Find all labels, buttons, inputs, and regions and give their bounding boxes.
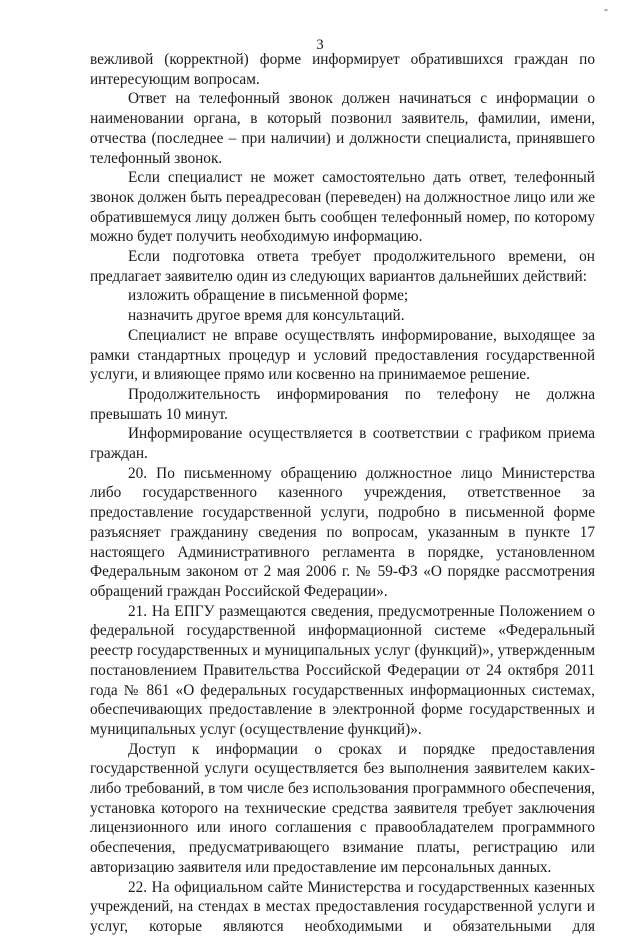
page-number: 3 xyxy=(316,37,324,53)
paragraph-item-20: 20. По письменному обращению должностное лицо Министерства либо государственного казенного учреждения, ответственное за предоставление государственной услуги, подробно в письменной форме разъясняет гражданину сведения по вопросам, указанным в пункте 17 настоящего Административного регламента в порядке, установленном Федеральным законом от 2 мая 2006 г. № 59-ФЗ «О порядке рассмотрения обращений граждан Российской Федерации». xyxy=(90,464,595,600)
paragraph-redirect-call: Если специалист не может самостоятельно дать ответ, телефонный звонок должен быть переадресован (переведен) на должностное лицо или же обратившемуся лицу должен быть сообщен телефонный номер, по которому можно будет получить необходимую информацию. xyxy=(90,169,595,246)
paragraph-schedule: Информирование осуществляется в соответствии с графиком приема граждан. xyxy=(90,425,595,463)
paragraph-continuation: вежливой (корректной) форме информирует обратившихся граждан по интересующим вопросам. xyxy=(90,51,595,88)
paragraph-access-info: Доступ к информации о сроках и порядке предоставления государственной услуги осуществляется без выполнения заявителем каких-либо требований, в том числе без использования программного обеспечения, установка которого на технические средства заявителя требует заключения лицензионного или иного соглашения с правообладателем программного обеспечения, предусматривающего взимание платы, регистрацию или авторизацию заявителя или предоставление им персональных данных. xyxy=(90,740,595,876)
paragraph-long-preparation: Если подготовка ответа требует продолжительного времени, он предлагает заявителю один из следующих вариантов дальнейших действий: xyxy=(90,248,595,285)
paragraph-option-written: изложить обращение в письменной форме; xyxy=(128,287,409,305)
paragraph-specialist-limits: Специалист не вправе осуществлять информирование, выходящее за рамки стандартных процедур и условий предоставления государственной услуги, и влияющее прямо или косвенно на принимаемое решение. xyxy=(90,326,595,384)
document-body xyxy=(90,50,595,937)
paragraph-duration: Продолжительность информирования по телефону не должна превышать 10 минут. xyxy=(90,385,595,423)
corner-mark: - xyxy=(604,2,608,16)
paragraph-item-22: 22. На официальном сайте Министерства и государственных казенных учреждений, на стендах в местах предоставления государственной услуги и услуг, которые являются необходимыми и обязательными для xyxy=(90,878,595,935)
paragraph-item-21: 21. На ЕПГУ размещаются сведения, предусмотренные Положением о федеральной государственной информационной системе «Федеральный реестр государственных и муниципальных услуг (функций)», утвержденным постановлением Правительства Российской Федерации от 24 октября 2011 года № 861 «О федеральных государственных информационных системах, обеспечивающих предоставление в электронной форме государственных и муниципальных услуг (осуществление функций)». xyxy=(90,602,595,738)
paragraph-option-reschedule: назначить другое время для консультаций. xyxy=(128,307,405,325)
paragraph-phone-answer: Ответ на телефонный звонок должен начинаться с информации о наименовании органа, в который позвонил заявитель, фамилии, имени, отчества (последнее – при наличии) и должности специалиста, принявшего телефонный звонок. xyxy=(90,90,595,167)
